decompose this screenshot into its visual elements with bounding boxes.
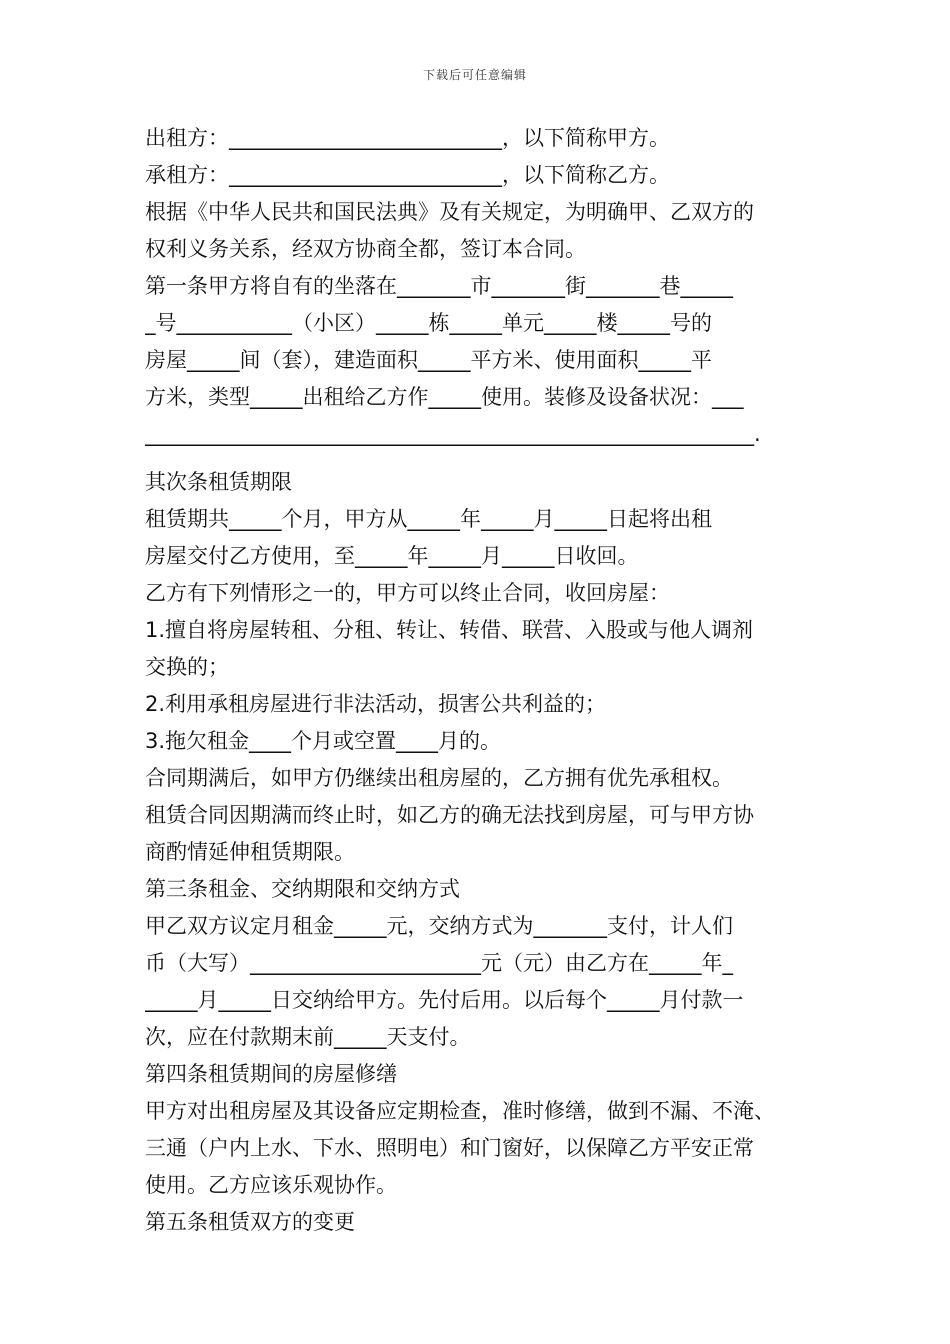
article-2-line: 合同期满后，如甲方仍继续出租房屋的，乙方拥有优先承租权。	[145, 766, 733, 790]
list-item: 交换的；	[145, 655, 229, 679]
article-3-line: 甲乙双方议定月租金_____元，交纳方式为_______支付，计人们	[145, 914, 733, 938]
contract-body	[145, 120, 810, 1241]
article-2-heading: 其次条租赁期限	[145, 470, 292, 494]
lessor-line: 出租方：__________________________，以下简称甲方。	[145, 126, 670, 150]
article-2-line: 租赁期共_____个月，甲方从_____年_____月_____日起将出租	[145, 507, 712, 531]
article-5-heading: 第五条租赁双方的变更	[145, 1210, 355, 1234]
article-1-line: 方米，类型_____出租给乙方作_____使用。装修及设备状况：___	[145, 385, 744, 409]
article-1-line: __________________________________________________________.	[145, 422, 761, 446]
article-1-line: 房屋_____间（套），建造面积_____平方米、使用面积_____平	[145, 348, 712, 372]
article-3-line: 次，应在付款期末前_____天支付。	[145, 1025, 471, 1049]
list-item: 1.擅自将房屋转租、分租、转让、转借、联营、入股或与他人调剂	[145, 618, 754, 642]
article-1-line: 第一条甲方将自有的坐落在_______市_______街_______巷_____	[145, 274, 733, 298]
article-4-line: 甲方对出租房屋及其设备应定期检查，准时修缮，做到不漏、不淹、	[145, 1099, 775, 1123]
article-2-line: 房屋交付乙方使用，至_____年_____月_____日收回。	[145, 544, 639, 568]
page-header: 下载后可任意编辑	[422, 68, 527, 82]
article-2-line: 商酌情延伸租赁期限。	[145, 840, 355, 864]
article-2-line: 租赁合同因期满而终止时，如乙方的确无法找到房屋，可与甲方协	[145, 803, 754, 827]
article-4-heading: 第四条租赁期间的房屋修缮	[145, 1062, 397, 1086]
list-item: 2.利用承租房屋进行非法活动，损害公共利益的；	[145, 692, 607, 716]
article-1-line: _号___________（小区）_____栋_____单元_____楼_____号的	[145, 311, 712, 335]
article-4-line: 使用。乙方应该乐观协作。	[145, 1173, 397, 1197]
preamble-line: 根据《中华人民共和国民法典》及有关规定，为明确甲、乙双方的	[145, 200, 754, 224]
article-4-line: 三通（户内上水、下水、照明电）和门窗好，以保障乙方平安正常	[145, 1136, 754, 1160]
spacer	[145, 453, 810, 464]
article-2-line: 乙方有下列情形之一的，甲方可以终止合同，收回房屋：	[145, 581, 670, 605]
article-3-line: 币（大写）______________________元（元）由乙方在_____年_	[145, 951, 733, 975]
article-3-line: _____月_____日交纳给甲方。先付后用。以后每个_____月付款一	[145, 988, 744, 1012]
preamble-line: 权利义务关系，经双方协商全都，签订本合同。	[145, 237, 586, 261]
article-3-heading: 第三条租金、交纳期限和交纳方式	[145, 877, 460, 901]
list-item: 3.拖欠租金____个月或空置____月的。	[145, 729, 502, 753]
lessee-line: 承租方：__________________________，以下简称乙方。	[145, 163, 670, 187]
